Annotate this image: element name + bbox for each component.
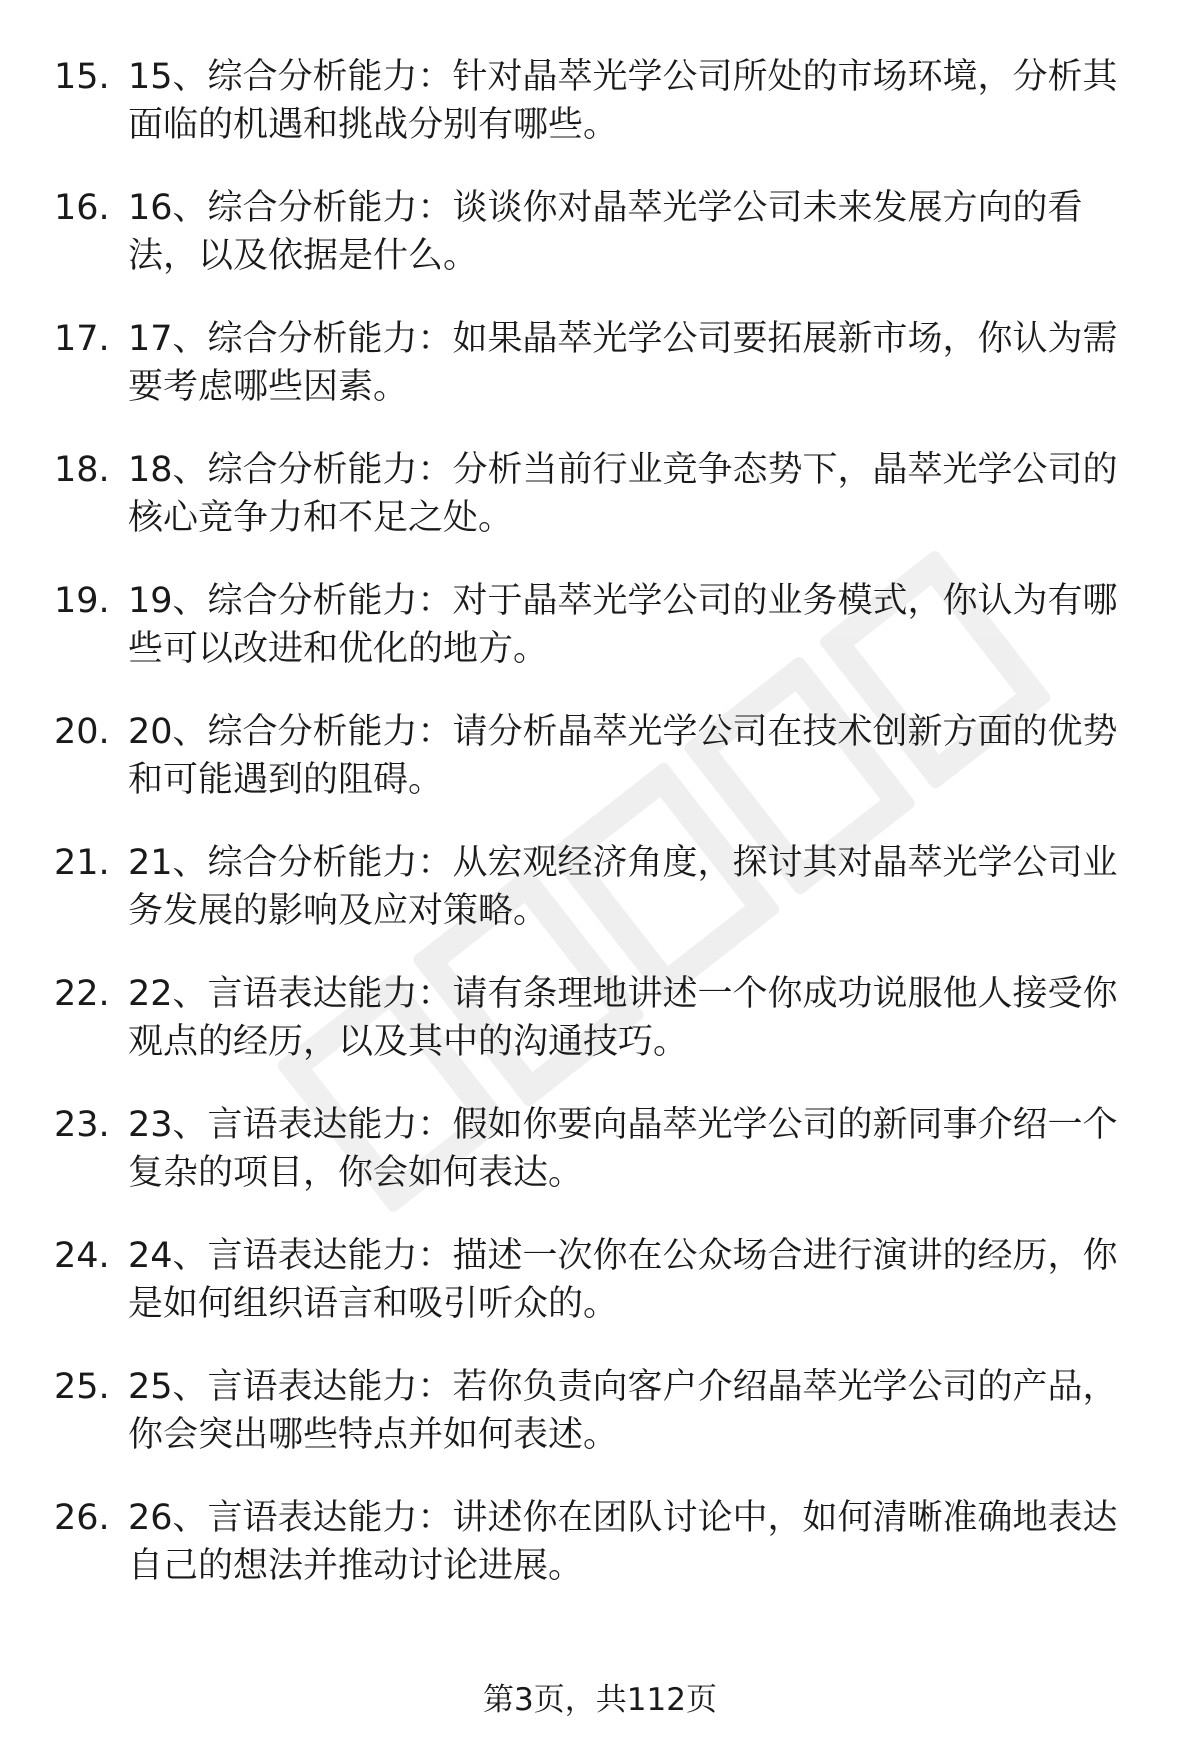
question-number: 17. <box>54 319 110 359</box>
question-text-line: 核心竞争力和不足之处。 <box>128 498 514 538</box>
question-item <box>54 53 1154 184</box>
question-item <box>54 1101 1154 1232</box>
question-text-line: 些可以改进和优化的地方。 <box>128 629 549 669</box>
question-text-line: 和可能遇到的阻碍。 <box>128 760 444 800</box>
question-item <box>54 839 1154 970</box>
question-number: 21. <box>54 843 110 883</box>
question-number: 19. <box>54 581 110 621</box>
question-item <box>54 970 1154 1101</box>
question-number: 23. <box>54 1105 110 1145</box>
question-text-line: 复杂的项目，你会如何表达。 <box>128 1153 584 1193</box>
question-text-line: 20、综合分析能力：请分析晶萃光学公司在技术创新方面的优势 <box>128 712 1118 752</box>
question-number: 18. <box>54 450 110 490</box>
question-item <box>54 1363 1154 1494</box>
question-text-line: 务发展的影响及应对策略。 <box>128 891 549 931</box>
question-text-line: 16、综合分析能力：谈谈你对晶萃光学公司未来发展方向的看 <box>128 188 1083 228</box>
question-number: 26. <box>54 1498 110 1538</box>
question-item <box>54 1494 1154 1625</box>
question-text-line: 是如何组织语言和吸引听众的。 <box>128 1284 619 1324</box>
question-number: 22. <box>54 974 110 1014</box>
question-text-line: 17、综合分析能力：如果晶萃光学公司要拓展新市场，你认为需 <box>128 319 1118 359</box>
question-text-line: 18、综合分析能力：分析当前行业竞争态势下，晶萃光学公司的 <box>128 450 1118 490</box>
question-number: 25. <box>54 1367 110 1407</box>
question-text-line: 22、言语表达能力：请有条理地讲述一个你成功说服他人接受你 <box>128 974 1118 1014</box>
question-text-line: 24、言语表达能力：描述一次你在公众场合进行演讲的经历，你 <box>128 1236 1118 1276</box>
question-text-line: 自己的想法并推动讨论进展。 <box>128 1546 584 1586</box>
question-text-line: 要考虑哪些因素。 <box>128 367 409 407</box>
question-text-line: 26、言语表达能力：讲述你在团队讨论中，如何清晰准确地表达 <box>128 1498 1118 1538</box>
question-item <box>54 708 1154 839</box>
question-item <box>54 315 1154 446</box>
question-text-line: 19、综合分析能力：对于晶萃光学公司的业务模式，你认为有哪 <box>128 581 1118 621</box>
question-item <box>54 184 1154 315</box>
question-text-line: 面临的机遇和挑战分别有哪些。 <box>128 105 619 145</box>
question-number: 20. <box>54 712 110 752</box>
question-text-line: 你会突出哪些特点并如何表述。 <box>128 1415 619 1455</box>
page-number-label: 第3页，共112页 <box>483 1682 717 1718</box>
question-text-line: 15、综合分析能力：针对晶萃光学公司所处的市场环境，分析其 <box>128 57 1118 97</box>
question-list <box>54 53 1154 1625</box>
question-number: 24. <box>54 1236 110 1276</box>
question-number: 15. <box>54 57 110 97</box>
question-text-line: 法，以及依据是什么。 <box>128 236 479 276</box>
question-text-line: 23、言语表达能力：假如你要向晶萃光学公司的新同事介绍一个 <box>128 1105 1118 1145</box>
question-number: 16. <box>54 188 110 228</box>
question-item <box>54 446 1154 577</box>
page-footer <box>0 1680 1200 1720</box>
question-text-line: 21、综合分析能力：从宏观经济角度，探讨其对晶萃光学公司业 <box>128 843 1118 883</box>
question-text-line: 25、言语表达能力：若你负责向客户介绍晶萃光学公司的产品， <box>128 1367 1118 1407</box>
question-item <box>54 577 1154 708</box>
question-text-line: 观点的经历，以及其中的沟通技巧。 <box>128 1022 689 1062</box>
question-item <box>54 1232 1154 1363</box>
